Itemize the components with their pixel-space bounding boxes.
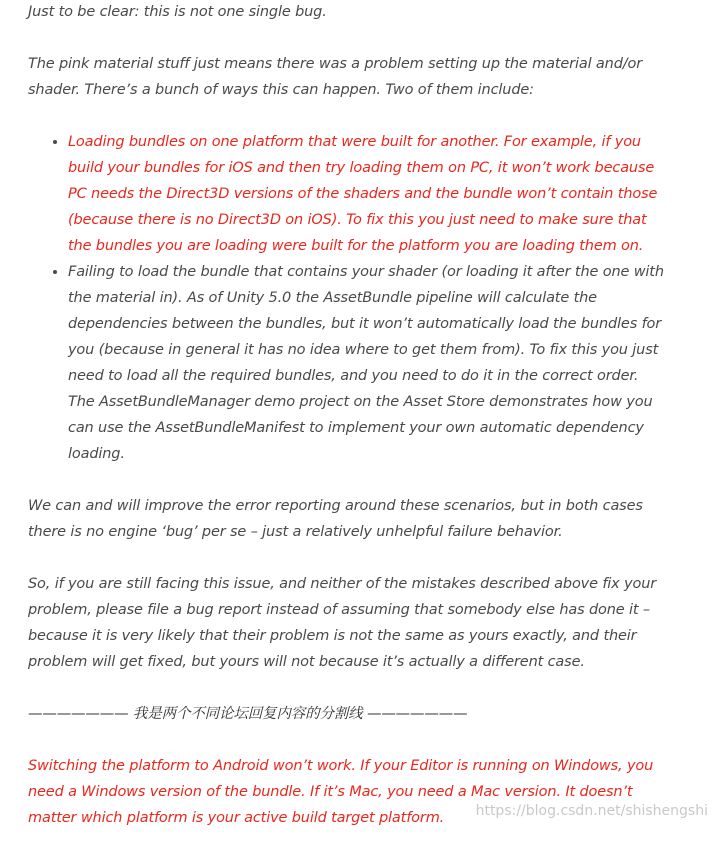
article-body [28, 0, 668, 857]
forum-divider-line: ——————— 我是两个不同论坛回复内容的分割线 ——————— [28, 706, 468, 722]
explanation-paragraph: The pink material stuff just means there was a problem setting up the material and/or shader. There’s a bunch of ways this can happen. Two of them include: [28, 56, 643, 98]
bug-report-paragraph: So, if you are still facing this issue, and neither of the mistakes described above fix your problem, please file a bug report instead of assuming that somebody else has done it – because it is very likely that their problem is not the same as yours exactly, and their problem will get fixed, but yours will not because it’s actually a different case. [28, 576, 657, 670]
list-item-wrong-platform: • Loading bundles on one platform that were built for another. For example, if you build your bundles for iOS and then try loading them on PC, it won’t work because PC needs the Direct3D versions of the shaders and the bundle won’t contain those (because there is no Direct3D on iOS). To fix this you just need to make sure that the bundles you are loading were built for the platform you are loading them on. [68, 129, 668, 259]
csdn-watermark: https://blog.csdn.net/shishengshi [475, 803, 708, 819]
list-item-missing-dependency: • Failing to load the bundle that contains your shader (or loading it after the one with the material in). As of Unity 5.0 the AssetBundle pipeline will calculate the dependencies between the bundles, but it won’t automatically load the bundles for you (because in general it has no idea where to get them from). To fix this you just need to load all the required bundles, and you need to do it in the correct order. The AssetBundleManager demo project on the Asset Store demonstrates how you can use the AssetBundleManifest to implement your own automatic dependency loading. [68, 259, 668, 467]
switch-platform-paragraph: Switching the platform to Android won’t work. If your Editor is running on Windows, you need a Windows version of the bundle. If it’s Mac, you need a Mac version. It doesn’t matter which platform is your active build target platform. [28, 758, 654, 826]
causes-list [28, 129, 668, 467]
intro-paragraph: Just to be clear: this is not one single bug. [28, 4, 327, 20]
error-reporting-paragraph: We can and will improve the error reporting around these scenarios, but in both cases there is no engine ‘bug’ per se – just a relatively unhelpful failure behavior. [28, 498, 643, 540]
